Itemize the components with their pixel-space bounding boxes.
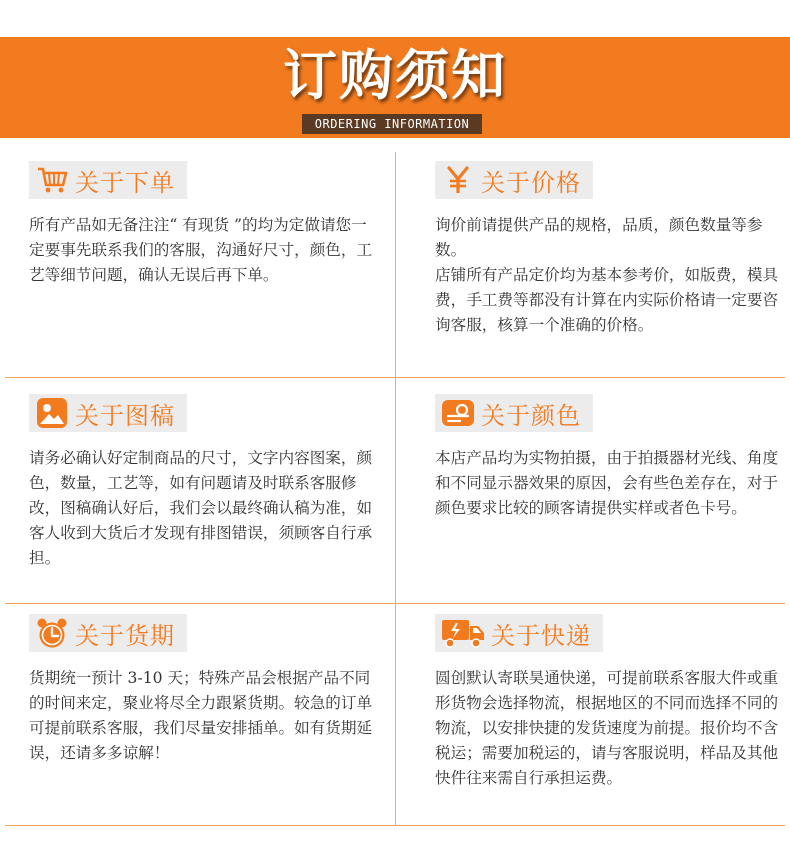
- section-title: 关于下单: [75, 168, 175, 197]
- page-title: 订购须知: [283, 43, 507, 107]
- section-header: [29, 161, 187, 199]
- section-title: 关于颜色: [481, 401, 581, 430]
- column-divider: [395, 152, 396, 825]
- section-body: [435, 213, 785, 338]
- section-paragraph: 请务必确认好定制商品的尺寸，文字内容图案，颜色，数量，工艺等，如有问题请及时联系客服修改，图稿确认好后，我们会以最终确认稿为准，如客人收到大货后才发现有排图错误，须顾客自行承担。: [29, 449, 373, 567]
- section-paragraph: 所有产品如无备注注“ 有现货 ”的均为定做请您一定要事先联系我们的客服，沟通好尺寸，颜色，工艺等细节问题，确认无误后再下单。: [29, 216, 373, 284]
- section-title: 关于快递: [491, 621, 591, 650]
- alarm-clock-icon: [35, 616, 69, 650]
- color-card-icon: [441, 396, 475, 430]
- section-title: 关于货期: [75, 621, 175, 650]
- image-icon: [35, 396, 69, 430]
- shopping-cart-icon: [35, 163, 69, 197]
- page-subtitle: ORDERING INFORMATION: [302, 114, 482, 134]
- section-paragraph: 店铺所有产品定价均为基本参考价，如版费，模具费，手工费等都没有计算在内实际价格请一定要咨询客服，核算一个准确的价格。: [435, 266, 779, 334]
- section-body: [435, 446, 785, 521]
- section-header: [435, 161, 593, 199]
- section-body: [29, 446, 379, 571]
- section-body: [29, 666, 379, 766]
- section-paragraph: 询价前请提供产品的规格，品质，颜色数量等参数。: [435, 216, 763, 259]
- section-paragraph: 圆创默认寄联昊通快递，可提前联系客服大件或重形货物会选择物流，根据地区的不同而选择不同的物流，以安排快捷的发货速度为前提。报价均不含税运；需要加税运的，请与客服说明，样品及其他快件往来需自行承担运费。: [435, 669, 779, 787]
- row-divider: [5, 825, 785, 826]
- section-paragraph: 本店产品均为实物拍摄，由于拍摄器材光线、角度和不同显示器效果的原因，会有些色差存在，对于颜色要求比较的顾客请提供实样或者色卡号。: [435, 449, 779, 517]
- header-banner: [0, 37, 790, 138]
- yen-icon: [441, 163, 475, 197]
- section-header: [29, 614, 187, 652]
- section-title: 关于图稿: [75, 401, 175, 430]
- section-title: 关于价格: [481, 168, 581, 197]
- section-paragraph: 货期统一预计 3-10 天；特殊产品会根据产品不同的时间来定，聚业将尽全力跟紧货期。较急的订单可提前联系客服，我们尽量安排插单。如有货期延误，还请多多谅解！: [29, 669, 373, 762]
- section-body: [29, 213, 379, 288]
- section-body: [435, 666, 785, 791]
- section-header: [435, 394, 593, 432]
- section-header: [435, 614, 603, 652]
- section-header: [29, 394, 187, 432]
- delivery-truck-icon: [441, 616, 485, 650]
